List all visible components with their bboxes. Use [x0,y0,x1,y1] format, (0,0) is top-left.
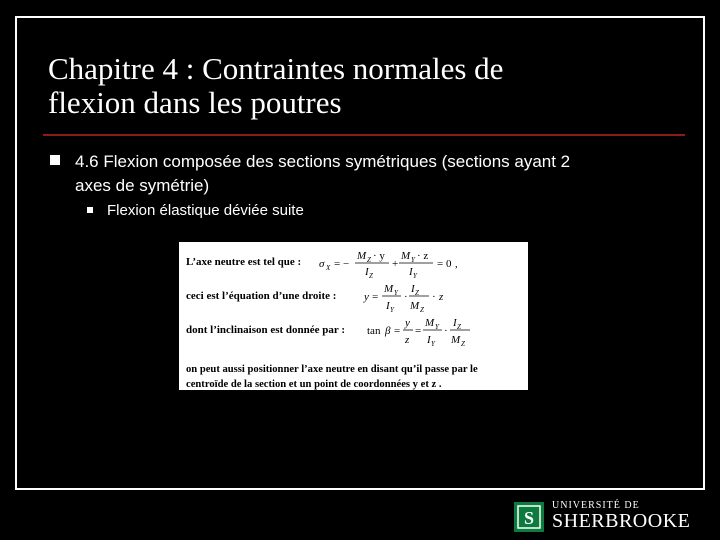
svg-text:I: I [453,317,457,329]
university-logo [514,500,704,534]
equation-formulas [179,242,528,362]
svg-text:Z: Z [420,306,424,314]
svg-text:·: · [432,291,436,303]
svg-text:· z: · z [417,250,429,262]
svg-text:=: = [394,325,401,337]
sherbrooke-emblem-icon [514,502,544,532]
svg-text:Z: Z [367,256,371,264]
svg-text:=: = [415,325,422,337]
svg-text:I: I [427,334,431,346]
svg-text:Y: Y [431,340,435,348]
equation-label-neutral-axis: L’axe neutre est tel que : [186,256,302,268]
svg-text:M: M [384,283,394,295]
svg-text:,: , [455,258,458,270]
svg-text:I: I [365,266,369,278]
svg-text:M: M [410,300,420,312]
logo-university-line: UNIVERSITÉ DE [552,500,640,511]
equation-label-inclination: dont l’inclinaison est donnée par : [186,324,346,336]
svg-text:M: M [357,250,367,262]
formula-tan [367,317,470,348]
formula-sigma [319,250,458,280]
svg-text:Z: Z [457,323,461,331]
bullet-text-section [75,150,685,198]
bullet-text-line-2: axes de symétrie) [75,176,210,195]
svg-text:I: I [386,300,390,312]
svg-text:·: · [444,325,448,337]
svg-text:z: z [439,291,444,303]
svg-text:Z: Z [369,272,373,280]
svg-text:y: y [405,317,410,329]
svg-text:Y: Y [390,306,394,314]
svg-text:Y: Y [411,256,415,264]
svg-text:· y: · y [373,250,385,262]
equation-note-line-2: centroïde de la section et un point de coordonnées y et z . [186,379,442,390]
svg-text:Y: Y [394,289,398,297]
bullet-text-line-1: 4.6 Flexion composée des sections symétriques (sections ayant 2 [75,152,571,171]
svg-text:= −: = − [334,258,350,270]
svg-text:y: y [364,291,369,303]
formula-line [363,283,444,314]
svg-text:Z: Z [461,340,465,348]
svg-text:·: · [404,291,408,303]
svg-text:I: I [411,283,415,295]
svg-text:+: + [392,258,399,270]
svg-text:tan: tan [367,325,381,337]
svg-text:I: I [409,266,413,278]
svg-text:S: S [523,508,535,528]
svg-text:Y: Y [435,323,439,331]
svg-text:σ: σ [319,258,325,270]
svg-text:β: β [385,325,391,337]
svg-text:X: X [326,264,331,272]
slide-title [48,52,668,120]
slide-title-line-1: Chapitre 4 : Contraintes normales de [48,51,504,86]
title-divider [43,134,685,136]
svg-text:M: M [425,317,435,329]
svg-text:M: M [401,250,411,262]
svg-text:z: z [405,334,410,346]
equation-note-line-1: on peut aussi positionner l’axe neutre en disant qu’il passe par le [186,364,478,375]
svg-text:Z: Z [415,289,419,297]
equation-label-line: ceci est l’équation d’une droite : [186,290,337,302]
svg-text:M: M [451,334,461,346]
equation-note [186,362,528,390]
svg-text:=: = [372,291,379,303]
sub-bullet-text: Flexion élastique déviée suite [107,202,304,219]
svg-text:= 0: = 0 [437,258,452,270]
equation-image [179,242,528,390]
logo-name: SHERBROOKE [552,510,691,532]
bullet-square-icon [50,155,60,165]
sub-bullet-square-icon [87,207,93,213]
svg-text:Y: Y [413,272,417,280]
slide-title-line-2: flexion dans les poutres [48,85,342,120]
